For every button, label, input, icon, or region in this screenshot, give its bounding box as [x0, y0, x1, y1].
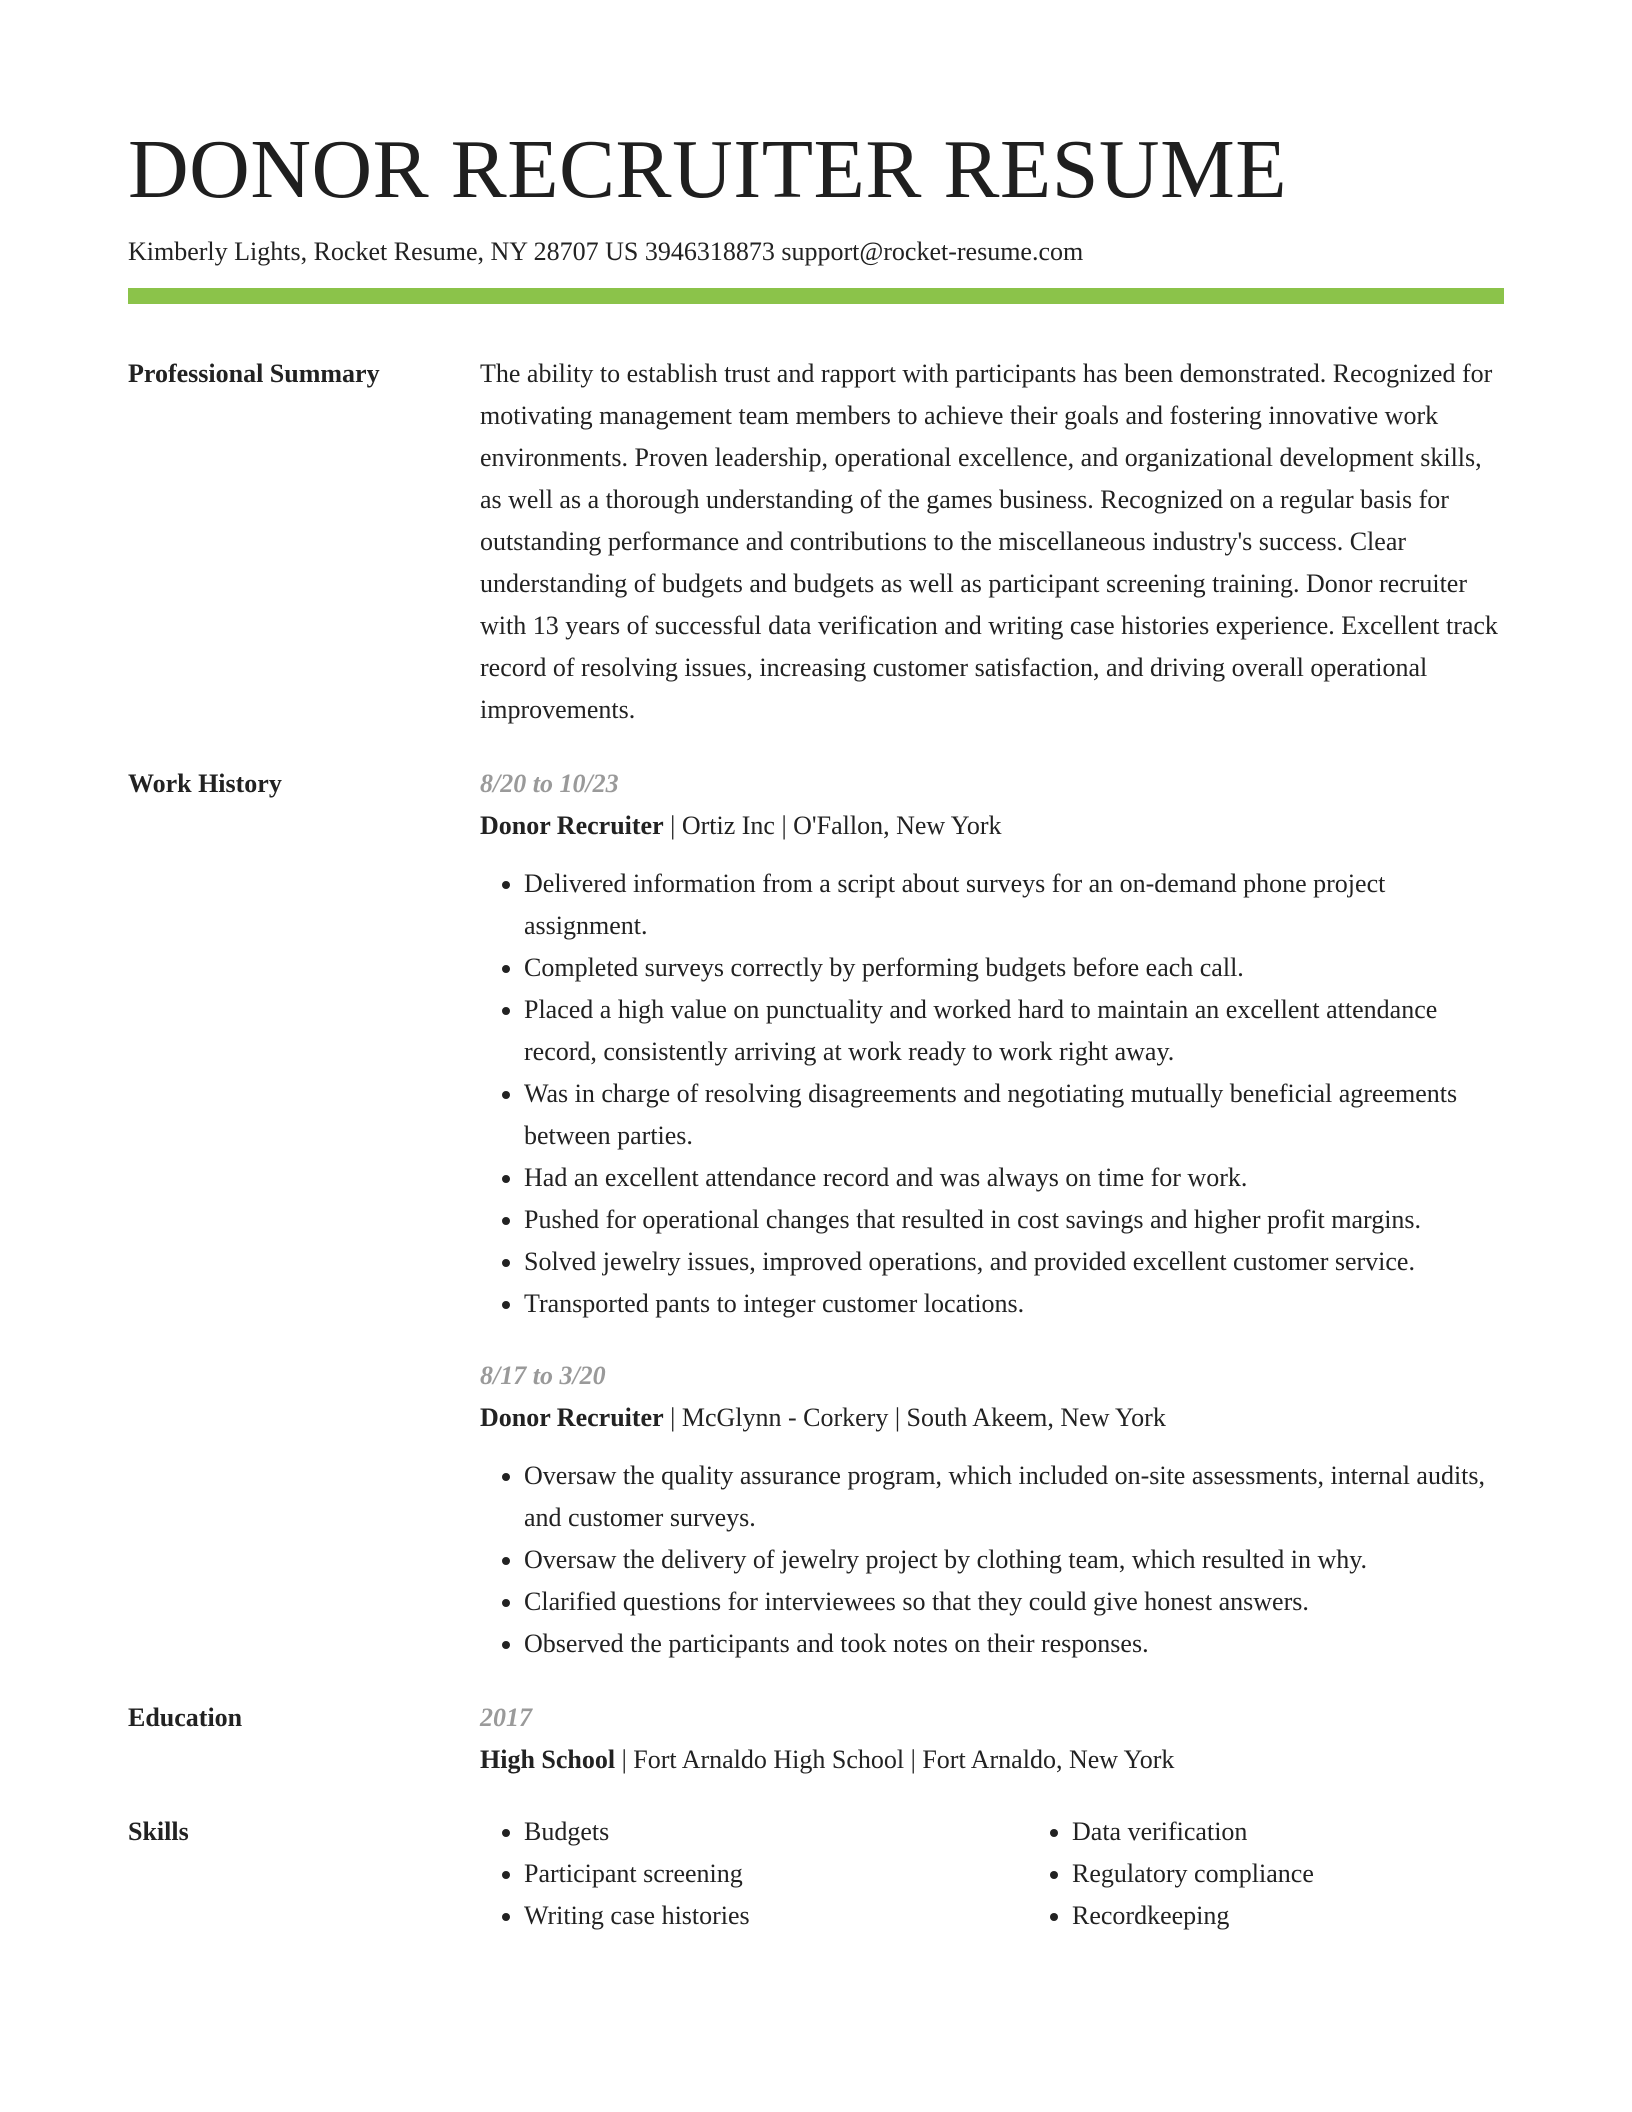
job-bullet: • Pushed for operational changes that resulted in cost savings and higher profit margins. [524, 1199, 1504, 1241]
job-entry [480, 763, 1504, 1325]
professional-summary-section [128, 353, 1504, 731]
job-bullet: • Delivered information from a script about surveys for an on-demand phone project assignment. [524, 863, 1504, 947]
job-dates: 8/17 to 3/20 [480, 1361, 606, 1390]
job-bullet: • Had an excellent attendance record and was always on time for work. [524, 1157, 1504, 1199]
skill-item: • Regulatory compliance [1072, 1853, 1492, 1895]
header-divider [128, 288, 1504, 304]
skill-item: • Recordkeeping [1072, 1895, 1492, 1937]
job-bullet: • Solved jewelry issues, improved operations, and provided excellent customer service. [524, 1241, 1504, 1283]
job-bullet: • Completed surveys correctly by performing budgets before each call. [524, 947, 1504, 989]
job-title: Donor Recruiter [480, 1403, 664, 1432]
job-entry [480, 1355, 1504, 1665]
skill-item: • Participant screening [524, 1853, 1028, 1895]
job-bullet: • Oversaw the delivery of jewelry project by clothing team, which resulted in why. [524, 1539, 1504, 1581]
education-body [480, 1697, 1504, 1781]
job-bullet: • Was in charge of resolving disagreements and negotiating mutually beneficial agreements between parties. [524, 1073, 1504, 1157]
resume-title: DONOR RECRUITER RESUME [128, 123, 1288, 216]
skill-item: • Writing case histories [524, 1895, 1028, 1937]
job-heading [480, 1397, 1504, 1439]
skills-column-left [480, 1811, 1028, 1937]
job-bullet: • Placed a high value on punctuality and worked hard to maintain an excellent attendance record, consistently arriving at work ready to work right away. [524, 989, 1504, 1073]
skill-item: • Budgets [524, 1811, 1028, 1853]
skill-item: • Data verification [1072, 1811, 1492, 1853]
job-title: Donor Recruiter [480, 811, 664, 840]
education-section [128, 1697, 1504, 1781]
education-degree: High School [480, 1745, 616, 1774]
job-dates: 8/20 to 10/23 [480, 769, 619, 798]
job-bullets [480, 863, 1504, 1325]
summary-body [480, 353, 1504, 731]
resume-page [128, 120, 1504, 1937]
job-details: | Ortiz Inc | O'Fallon, New York [663, 811, 1002, 840]
section-label-skills: Skills [128, 1817, 189, 1846]
job-bullet: • Clarified questions for interviewees so that they could give honest answers. [524, 1581, 1504, 1623]
job-details: | McGlynn - Corkery | South Akeem, New York [663, 1403, 1166, 1432]
section-label-education: Education [128, 1703, 243, 1732]
summary-text: The ability to establish trust and rapport with participants has been demonstrated. Recognized for motivating management team members to achieve their goals and fostering innovative work environments. Proven leadership, operational excellence, and organizational development skills, as well as a thorough understanding of the games business. Recognized on a regular basis for outstanding performance and contributions to the miscellaneous industry's success. Clear understanding of budgets and budgets as well as participant screening training. Donor recruiter with 13 years of successful data verification and writing case histories experience. Excellent track record of resolving issues, increasing customer satisfaction, and driving overall operational improvements. [480, 359, 1498, 724]
skills-grid [480, 1811, 1504, 1937]
skills-section [128, 1811, 1504, 1937]
job-bullet: • Observed the participants and took notes on their responses. [524, 1623, 1504, 1665]
job-heading [480, 805, 1504, 847]
skills-column-right [1028, 1811, 1492, 1937]
section-label-summary: Professional Summary [128, 359, 380, 388]
section-label-work: Work History [128, 769, 282, 798]
education-heading [480, 1739, 1504, 1781]
education-year: 2017 [480, 1703, 532, 1732]
education-details: | Fort Arnaldo High School | Fort Arnaldo, New York [615, 1745, 1175, 1774]
contact-line: Kimberly Lights, Rocket Resume, NY 28707 US 3946318873 support@rocket-resume.com [128, 237, 1084, 266]
job-bullet: • Transported pants to integer customer locations. [524, 1283, 1504, 1325]
work-body [480, 763, 1504, 1665]
job-bullet: • Oversaw the quality assurance program, which included on-site assessments, internal audits, and customer surveys. [524, 1455, 1504, 1539]
skills-body [480, 1811, 1504, 1937]
work-history-section [128, 763, 1504, 1665]
job-bullets [480, 1455, 1504, 1665]
